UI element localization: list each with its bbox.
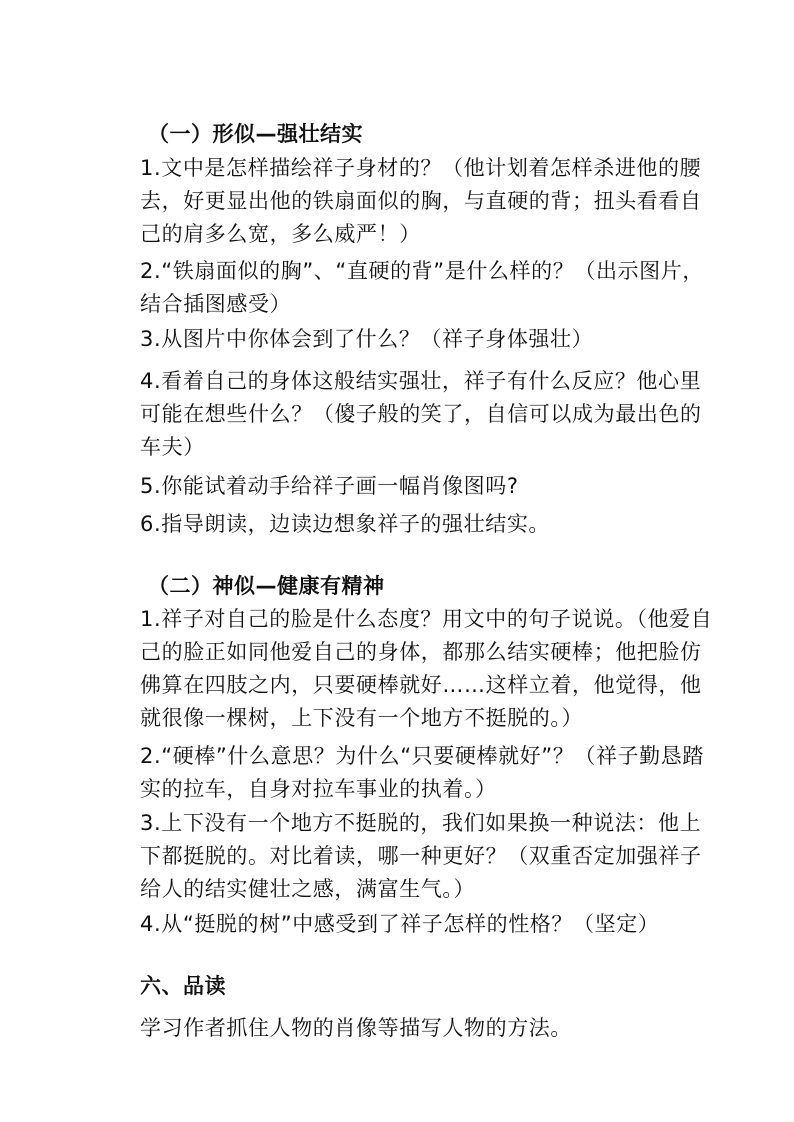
section-heading-reading: 六、品读 <box>140 974 226 998</box>
question-item: 4.看着自己的身体这般结实强壮，祥子有什么反应？他心里可能在想些什么？（傻子般的笑了，自信可以成为最出色的车夫） <box>140 369 702 459</box>
question-item: 2.“硬棒”什么意思？为什么“只要硬棒就好”？（祥子勤恳踏实的拉车，自身对拉车事业的执着。） <box>140 744 704 801</box>
summary-text: 学习作者抓住人物的肖像等描写人物的方法。 <box>140 1016 572 1040</box>
question-item: 3.从图片中你体会到了什么？（祥子身体强壮） <box>140 327 594 351</box>
question-item: 1.文中是怎样描绘祥子身材的？（他计划着怎样杀进他的腰去，好更显出他的铁扇面似的胸，与直硬的背；扭头看看自己的肩多么宽，多么威严！） <box>140 156 702 246</box>
section-heading-form: （一）形似—强壮结实 <box>148 122 363 146</box>
question-item: 1.祥子对自己的脸是什么态度？用文中的句子说说。（他爱自己的脸正如同他爱自己的身体，都那么结实硬棒；他把脸仿佛算在四肢之内，只要硬棒就好……这样立着，他觉得，他就很像一棵树，上下没有一个地方不挺脱的。） <box>140 607 713 730</box>
question-item: 5.你能试着动手给祥子画一幅肖像图吗? <box>140 474 519 498</box>
section-heading-spirit: （二）神似—健康有精神 <box>148 574 385 598</box>
question-item: 3.上下没有一个地方不挺脱的，我们如果换一种说法：他上下都挺脱的。对比着读，哪一种更好？（双重否定加强祥子给人的结实健壮之感，满富生气。） <box>140 811 702 901</box>
question-item: 2.“铁扇面似的胸”、“直硬的背”是什么样的？（出示图片，结合插图感受） <box>140 259 704 316</box>
question-item: 4.从“挺脱的树”中感受到了祥子怎样的性格？（坚定） <box>140 912 660 936</box>
question-item: 6.指导朗读，边读边想象祥子的强壮结实。 <box>140 512 551 536</box>
